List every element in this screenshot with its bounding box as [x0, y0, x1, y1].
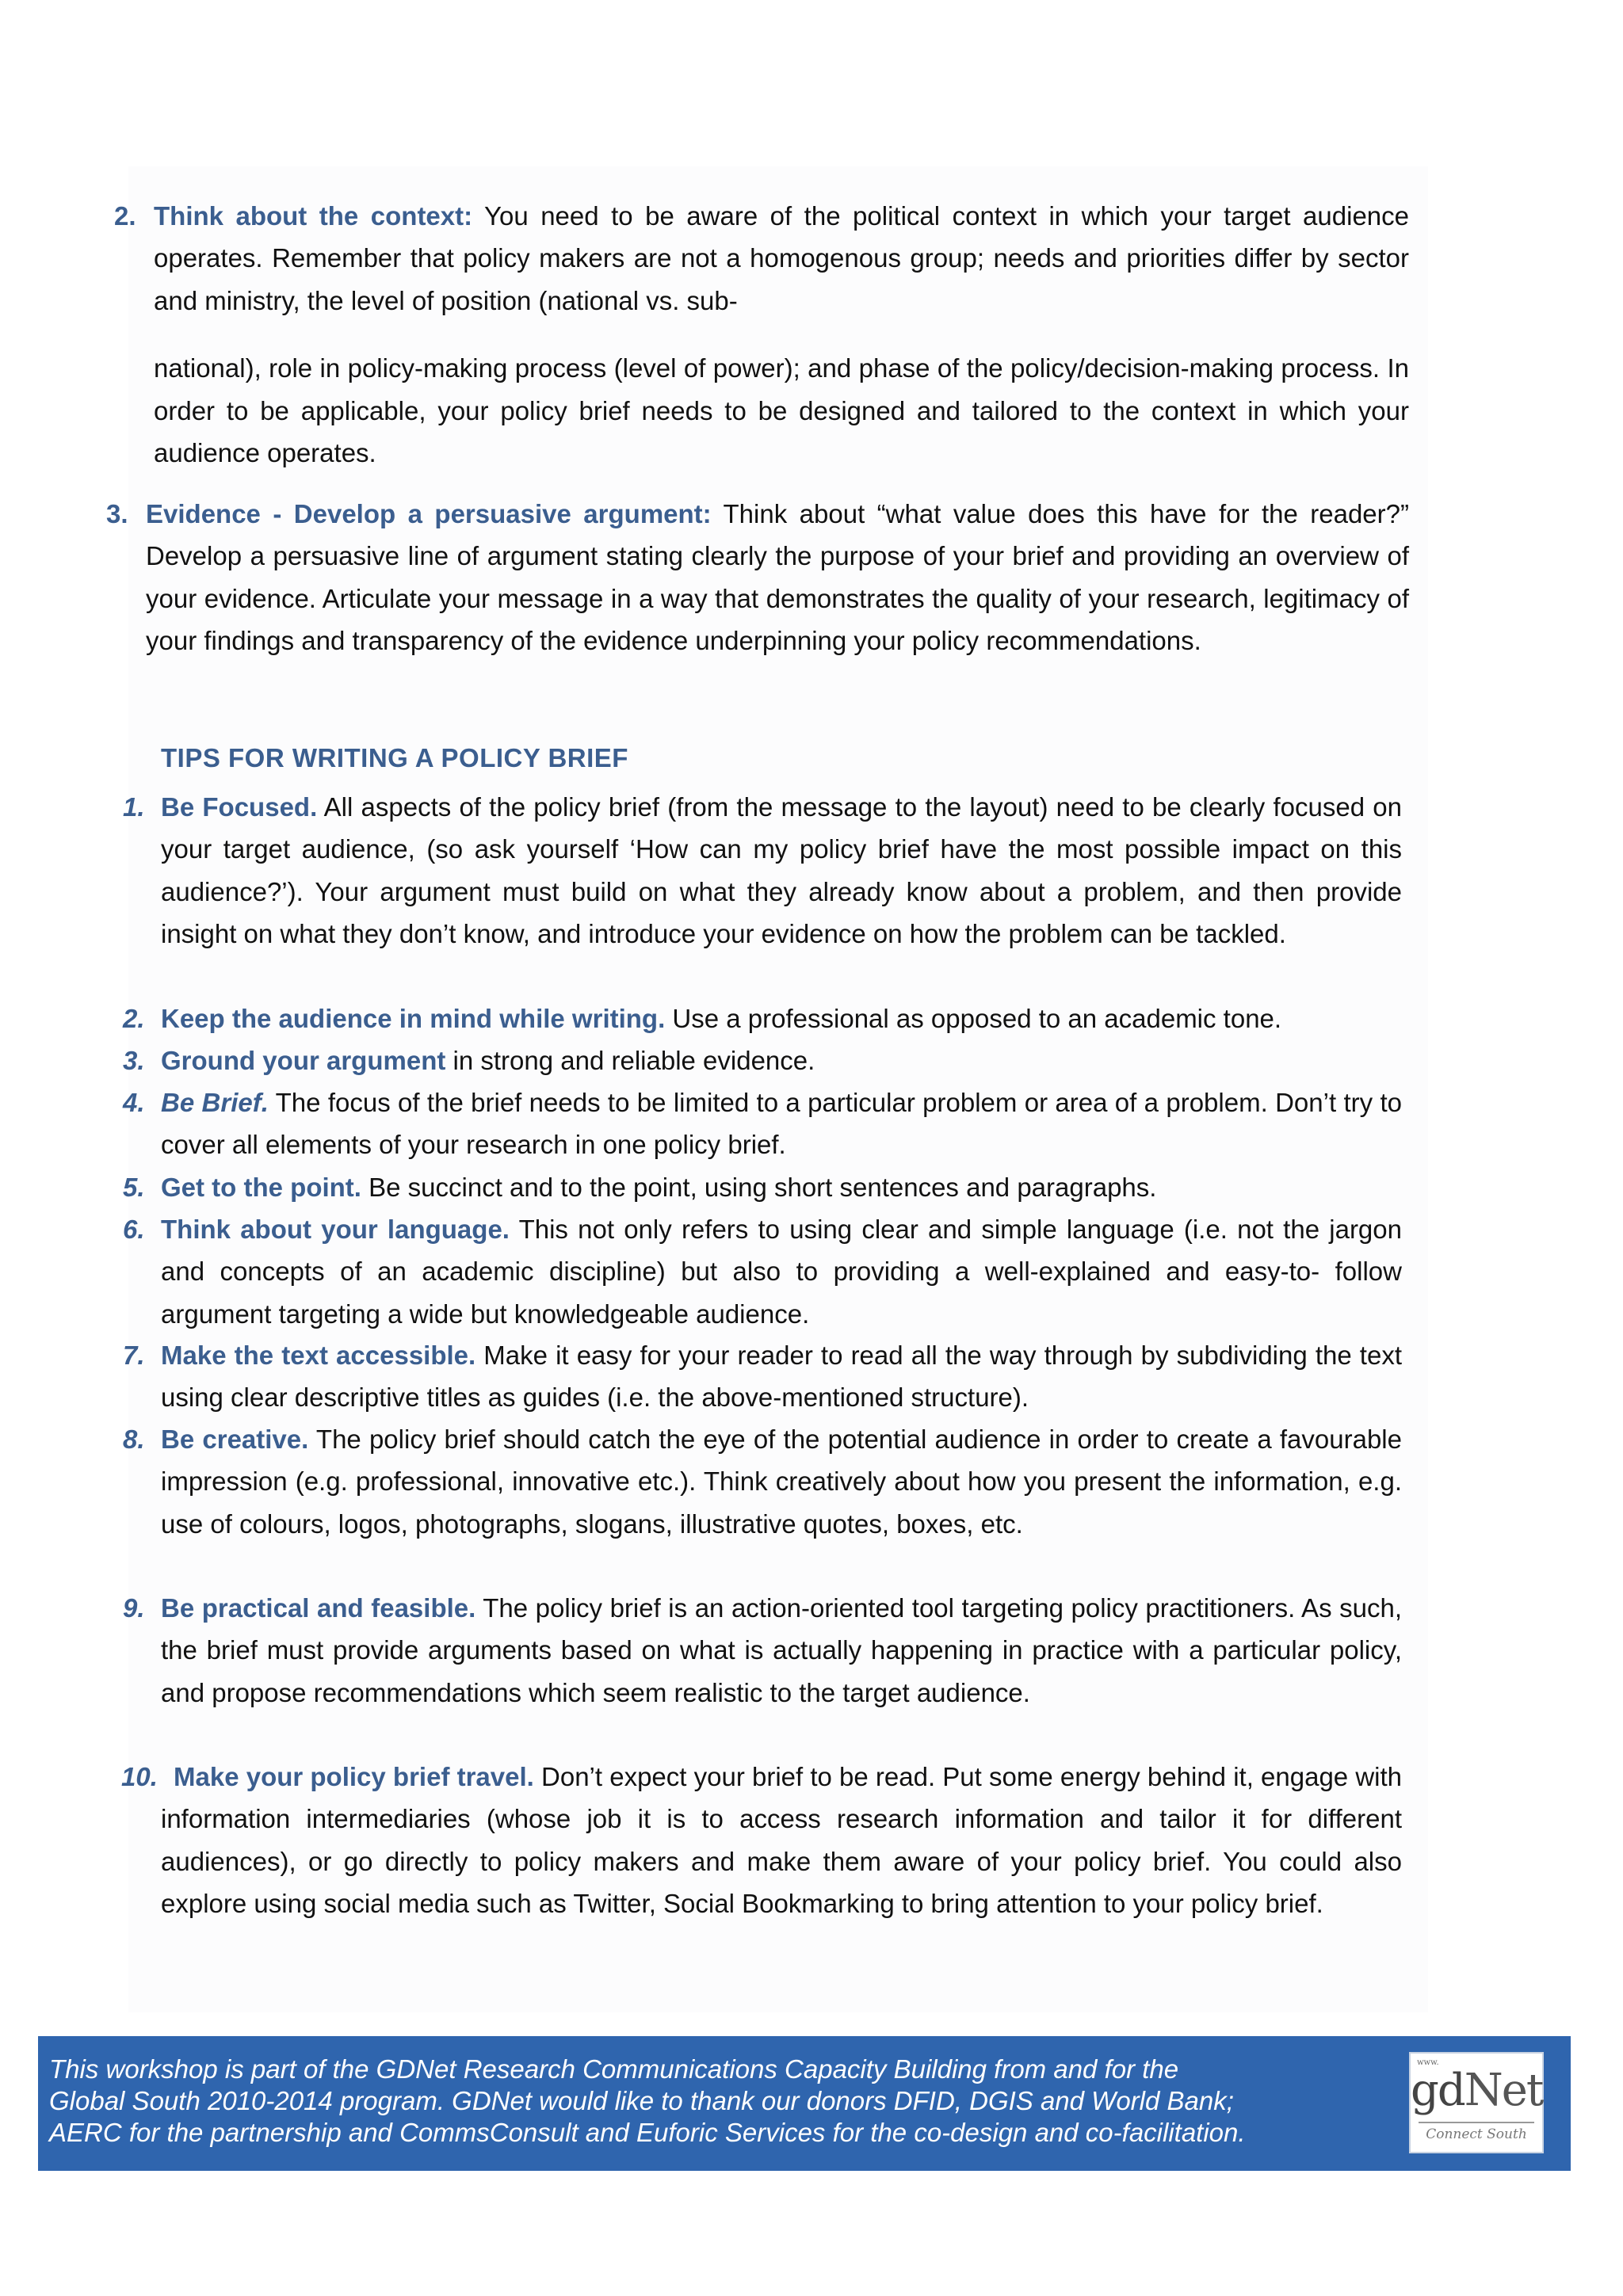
tip-number: 6.	[123, 1215, 145, 1244]
tip-item-4	[123, 1081, 1402, 1166]
tips-title: TIPS FOR WRITING A POLICY BRIEF	[161, 743, 628, 772]
tip-number: 7.	[123, 1341, 145, 1370]
gdnet-logo	[1409, 2052, 1544, 2153]
item-paragraph-continued: national), role in policy-making process (level of power); and phase of the policy/decision-making process. In order to be applicable, your policy brief needs to be designed and tailored to the context in which your audience operates.	[154, 353, 1409, 468]
tip-text: Make it easy for your reader to read all the way through by subdividing the text using clear descriptive titles as guides (i.e. the above-mentioned structure).	[161, 1341, 1402, 1413]
tip-heading: Be practical and feasible.	[161, 1593, 476, 1623]
tip-text: All aspects of the policy brief (from the message to the layout) need to be clearly focused on your target audience, (so ask yourself ‘How can my policy brief have the most possible impact on this audience?’). Your argument must build on what they already know about a problem, and then provide insight on what they don’t know, and introduce your evidence on how the problem can be tackled.	[161, 792, 1402, 949]
tip-paragraph	[161, 997, 1402, 1039]
tip-heading: Ground your argument	[161, 1046, 446, 1075]
logo-net: Net	[1464, 2065, 1543, 2116]
tip-number: 10.	[121, 1762, 158, 1791]
logo-tagline: Connect South	[1426, 2126, 1527, 2142]
tip-number: 5.	[123, 1173, 145, 1202]
tip-paragraph	[161, 1166, 1402, 1208]
tip-heading: Keep the audience in mind while writing.	[161, 1004, 666, 1033]
tip-item-6	[123, 1208, 1402, 1335]
tip-heading: Think about your language.	[161, 1215, 510, 1244]
tip-item-10	[121, 1756, 1403, 1925]
tip-text: The policy brief should catch the eye of the potential audience in order to create a favourable impression (e.g. professional, innovative etc.). Think creatively about how you present the information, e.g. use of colours, logos, photographs, slogans, illustrative quotes, boxes, etc.	[161, 1425, 1402, 1539]
tip-number: 2.	[123, 1004, 145, 1033]
tip-number: 4.	[123, 1088, 145, 1117]
item-number: 2.	[114, 201, 136, 231]
logo-wordmark	[1411, 2065, 1542, 2116]
tip-text: in strong and reliable evidence.	[453, 1046, 815, 1075]
tip-number: 3.	[123, 1046, 145, 1075]
tip-heading: Make the text accessible.	[161, 1341, 476, 1370]
logo-divider	[1419, 2122, 1534, 2123]
tip-heading: Get to the point.	[161, 1173, 361, 1202]
item-heading: Evidence - Develop a persuasive argument:	[146, 499, 712, 528]
item-number: 3.	[106, 499, 128, 528]
tip-item-9	[123, 1587, 1402, 1714]
item-text: You need to be aware of the political context in which your target audience operates. Remember that policy makers are not a homogenous group; needs and priorities differ by sector and ministry, the level of position (national vs. sub-	[154, 201, 1410, 315]
logo-gd: gd	[1411, 2065, 1465, 2116]
footer-text	[49, 2054, 1428, 2149]
tip-text: The focus of the brief needs to be limited to a particular problem or area of a problem. Don’t try to cover all elements of your research in one policy brief.	[161, 1088, 1402, 1160]
tip-item-7	[123, 1334, 1402, 1419]
tip-item-1	[123, 786, 1402, 955]
tip-paragraph	[161, 1587, 1402, 1714]
tip-paragraph	[161, 1334, 1402, 1419]
tip-paragraph	[161, 1756, 1402, 1925]
tip-item-8	[123, 1418, 1402, 1545]
tip-item-3	[123, 1039, 1402, 1081]
item-paragraph	[154, 195, 1409, 322]
tip-paragraph	[161, 1418, 1402, 1545]
item-paragraph	[146, 493, 1409, 662]
tip-heading: Be creative.	[161, 1425, 309, 1454]
tip-text: The policy brief is an action-oriented tool targeting policy practitioners. As such, the brief must provide arguments based on what is actually happening in practice with a particular policy, and propose recommendations which seem realistic to the target audience.	[161, 1593, 1402, 1707]
tip-item-5	[123, 1166, 1402, 1208]
tip-number: 9.	[123, 1593, 145, 1623]
tip-number: 8.	[123, 1425, 145, 1454]
footer-line: Global South 2010-2014 program. GDNet would like to thank our donors DFID, DGIS and World Bank;	[49, 2086, 1234, 2115]
context-item	[114, 195, 1410, 474]
item-heading: Think about the context:	[154, 201, 473, 231]
tip-paragraph	[161, 1208, 1402, 1335]
item-text: Think about “what value does this have for the reader?” Develop a persuasive line of argument stating clearly the purpose of your brief and providing an overview of your evidence. Articulate your message in a way that demonstrates the quality of your research, legitimacy of your findings and transparency of the evidence underpinning your policy recommendations.	[146, 499, 1409, 656]
tip-heading: Make your policy brief travel.	[174, 1762, 534, 1791]
tip-text: Don’t expect your brief to be read. Put some energy behind it, engage with information intermediaries (whose job it is to access research information and tailor it for different audiences), or go directly to policy makers and make them aware of your policy brief. You could also explore using social media such as Twitter, Social Bookmarking to bring attention to your policy brief.	[161, 1762, 1403, 1919]
tip-text: This not only refers to using clear and simple language (i.e. not the jargon and concepts of an academic discipline) but also to providing a well-explained and easy-to- follow argument targeting a wide but knowledgeable audience.	[161, 1215, 1402, 1329]
tip-text: Use a professional as opposed to an academic tone.	[672, 1004, 1282, 1033]
tip-text: Be succinct and to the point, using short sentences and paragraphs.	[369, 1173, 1157, 1202]
tip-paragraph	[161, 786, 1402, 955]
logo-www: www.	[1417, 2058, 1439, 2067]
tip-item-2	[123, 997, 1402, 1039]
footer-line: This workshop is part of the GDNet Research Communications Capacity Building from and for the	[49, 2054, 1179, 2084]
footer-banner	[38, 2036, 1571, 2171]
tip-heading: Be Brief.	[161, 1088, 269, 1117]
tip-paragraph	[161, 1081, 1402, 1166]
evidence-item	[106, 493, 1409, 662]
tip-heading: Be Focused.	[161, 792, 318, 822]
tip-paragraph	[161, 1039, 1402, 1081]
tip-number: 1.	[123, 792, 145, 822]
footer-line: AERC for the partnership and CommsConsult and Euforic Services for the co-design and co-facilitation.	[49, 2118, 1246, 2147]
